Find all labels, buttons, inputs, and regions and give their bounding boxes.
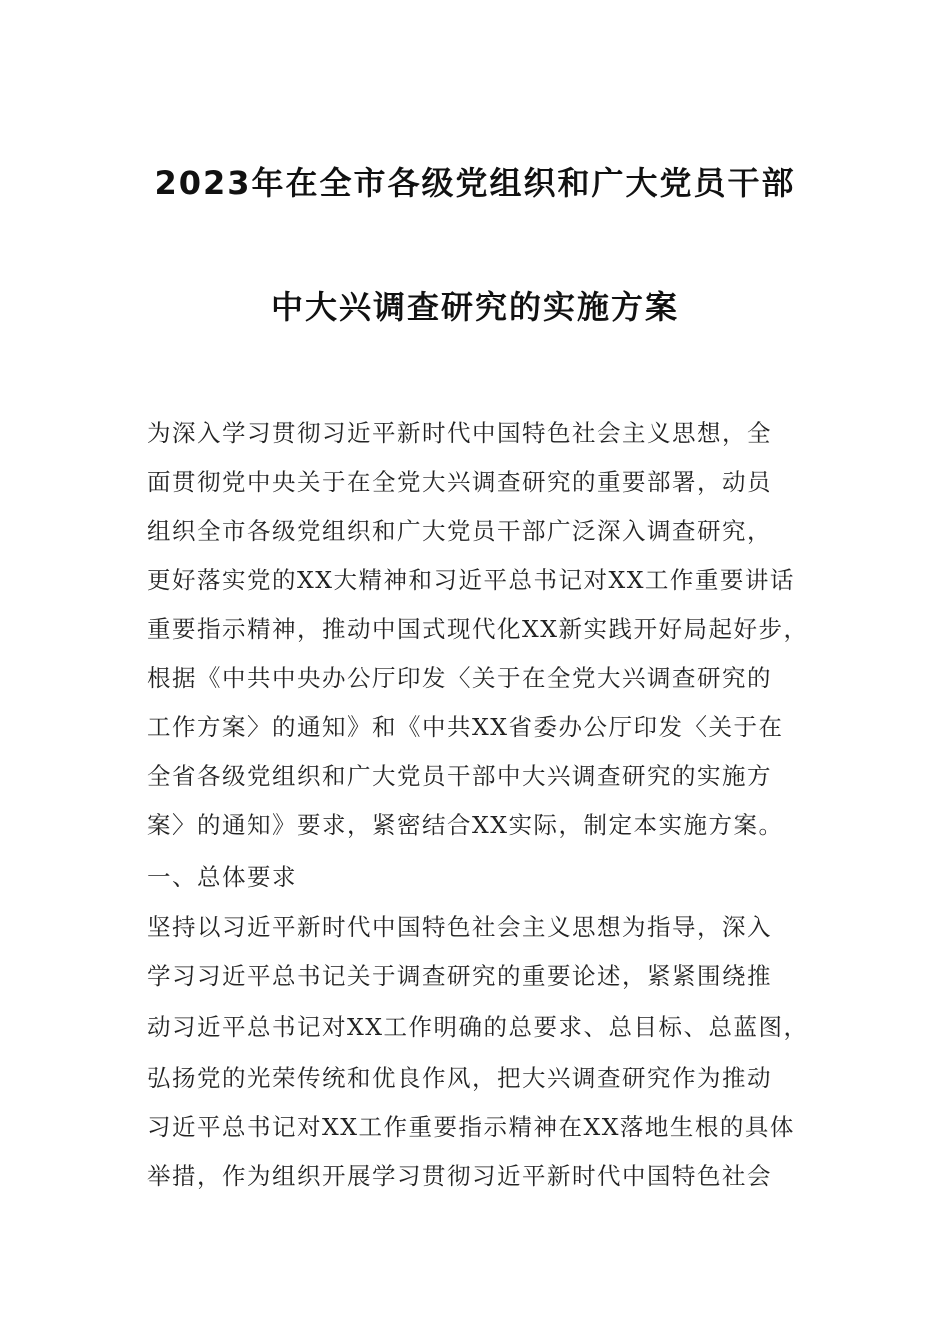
- section-heading: 一、总体要求: [147, 863, 297, 891]
- body-text-line: 坚持以习近平新时代中国特色社会主义思想为指导，深入: [147, 913, 772, 941]
- document-title-line-1: 2023年在全市各级党组织和广大党员干部: [154, 164, 796, 202]
- body-text-line: 动习近平总书记对XX工作明确的总要求、总目标、总蓝图，: [147, 1013, 809, 1041]
- document-title-line-2: 中大兴调查研究的实施方案: [270, 288, 679, 326]
- body-text-line: 面贯彻党中央关于在全党大兴调查研究的重要部署，动员: [147, 468, 772, 496]
- body-text-line: 全省各级党组织和广大党员干部中大兴调查研究的实施方: [147, 762, 772, 790]
- body-text-line: 重要指示精神，推动中国式现代化XX新实践开好局起好步，: [147, 615, 809, 643]
- body-text-line: 举措，作为组织开展学习贯彻习近平新时代中国特色社会: [147, 1162, 772, 1190]
- body-text-line: 案〉的通知》要求，紧密结合XX实际，制定本实施方案。: [147, 811, 784, 839]
- body-text-line: 为深入学习贯彻习近平新时代中国特色社会主义思想，全: [147, 419, 772, 447]
- body-text-line: 根据《中共中央办公厅印发〈关于在全党大兴调查研究的: [147, 664, 772, 692]
- body-text-line: 更好落实党的XX大精神和习近平总书记对XX工作重要讲话: [147, 566, 795, 594]
- body-text-line: 学习习近平总书记关于调查研究的重要论述，紧紧围绕推: [147, 962, 772, 990]
- body-text-line: 习近平总书记对XX工作重要指示精神在XX落地生根的具体: [147, 1113, 795, 1141]
- body-text-line: 组织全市各级党组织和广大党员干部广泛深入调查研究，: [147, 517, 772, 545]
- body-text-line: 弘扬党的光荣传统和优良作风，把大兴调查研究作为推动: [147, 1064, 772, 1092]
- body-text-line: 工作方案〉的通知》和《中共XX省委办公厅印发〈关于在: [147, 713, 784, 741]
